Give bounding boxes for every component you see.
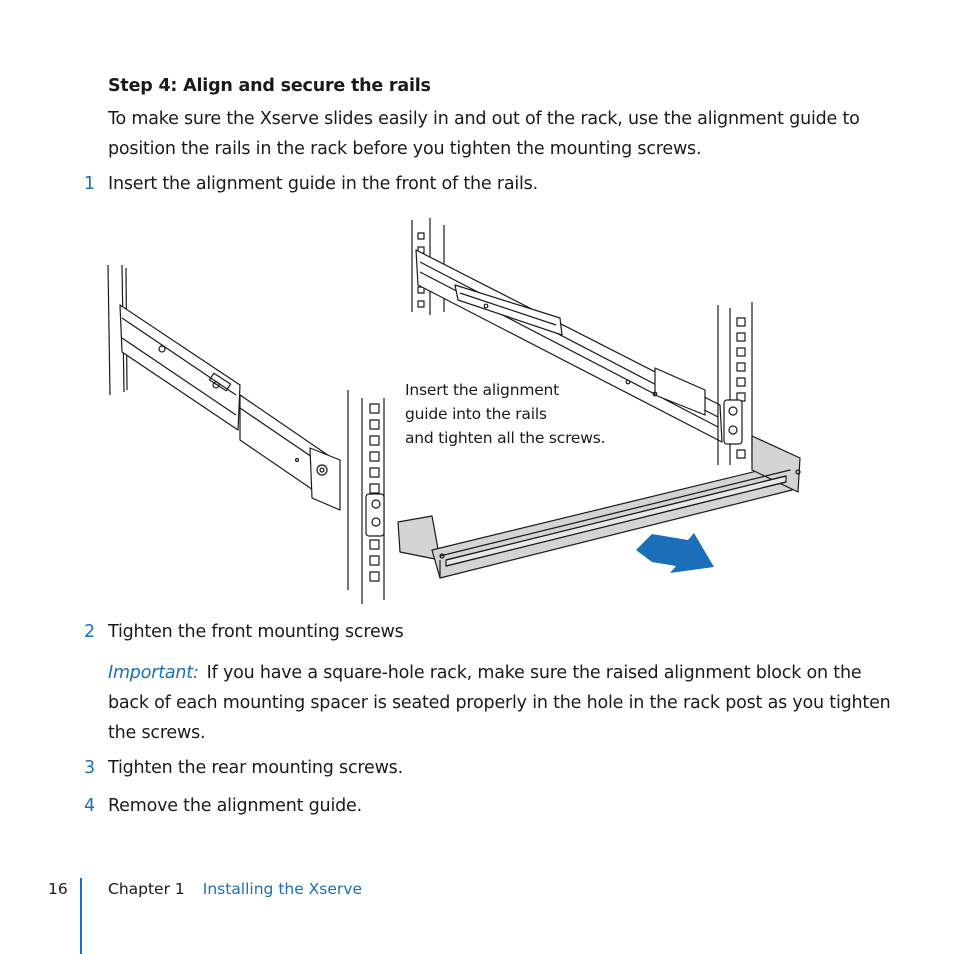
step-number: 2 [84,622,95,642]
intro-paragraph: To make sure the Xserve slides easily in and out of the rack, use the alignment guide to position the rails in the rack before you tighten the mounting screws. [108,109,860,159]
step-text: Remove the alignment guide. [108,796,362,816]
left-front-spacer [366,494,384,536]
step-heading: Step 4: Align and secure the rails [108,76,431,96]
chapter-label: Chapter 1 [108,880,185,898]
important-label: Important: [108,663,199,683]
left-front-post-holes [370,404,379,581]
insert-direction-arrow [636,533,714,573]
right-front-spacer [724,400,742,444]
step-text: Insert the alignment guide in the front of the rails. [108,174,538,194]
chapter-title-link[interactable]: Installing the Xserve [202,880,362,898]
illustration-callout [405,378,625,450]
step-text: Tighten the front mounting screws [108,622,404,642]
left-rail [120,305,340,510]
step-number: 3 [84,758,95,778]
important-note [108,658,898,748]
step-text: Tighten the rear mounting screws. [108,758,403,778]
callout-line: guide into the rails [405,405,547,423]
page-number: 16 [48,880,68,898]
step-number: 1 [84,174,95,194]
footer-chapter [108,880,362,898]
step-number: 4 [84,796,95,816]
footer-divider [80,878,82,954]
callout-line: Insert the alignment [405,381,560,399]
callout-line: and tighten all the screws. [405,429,606,447]
important-text: If you have a square-hole rack, make sure the raised alignment block on the back of each mounting spacer is seated properly in the hole in the rack post as you tighten the screws. [108,663,891,743]
